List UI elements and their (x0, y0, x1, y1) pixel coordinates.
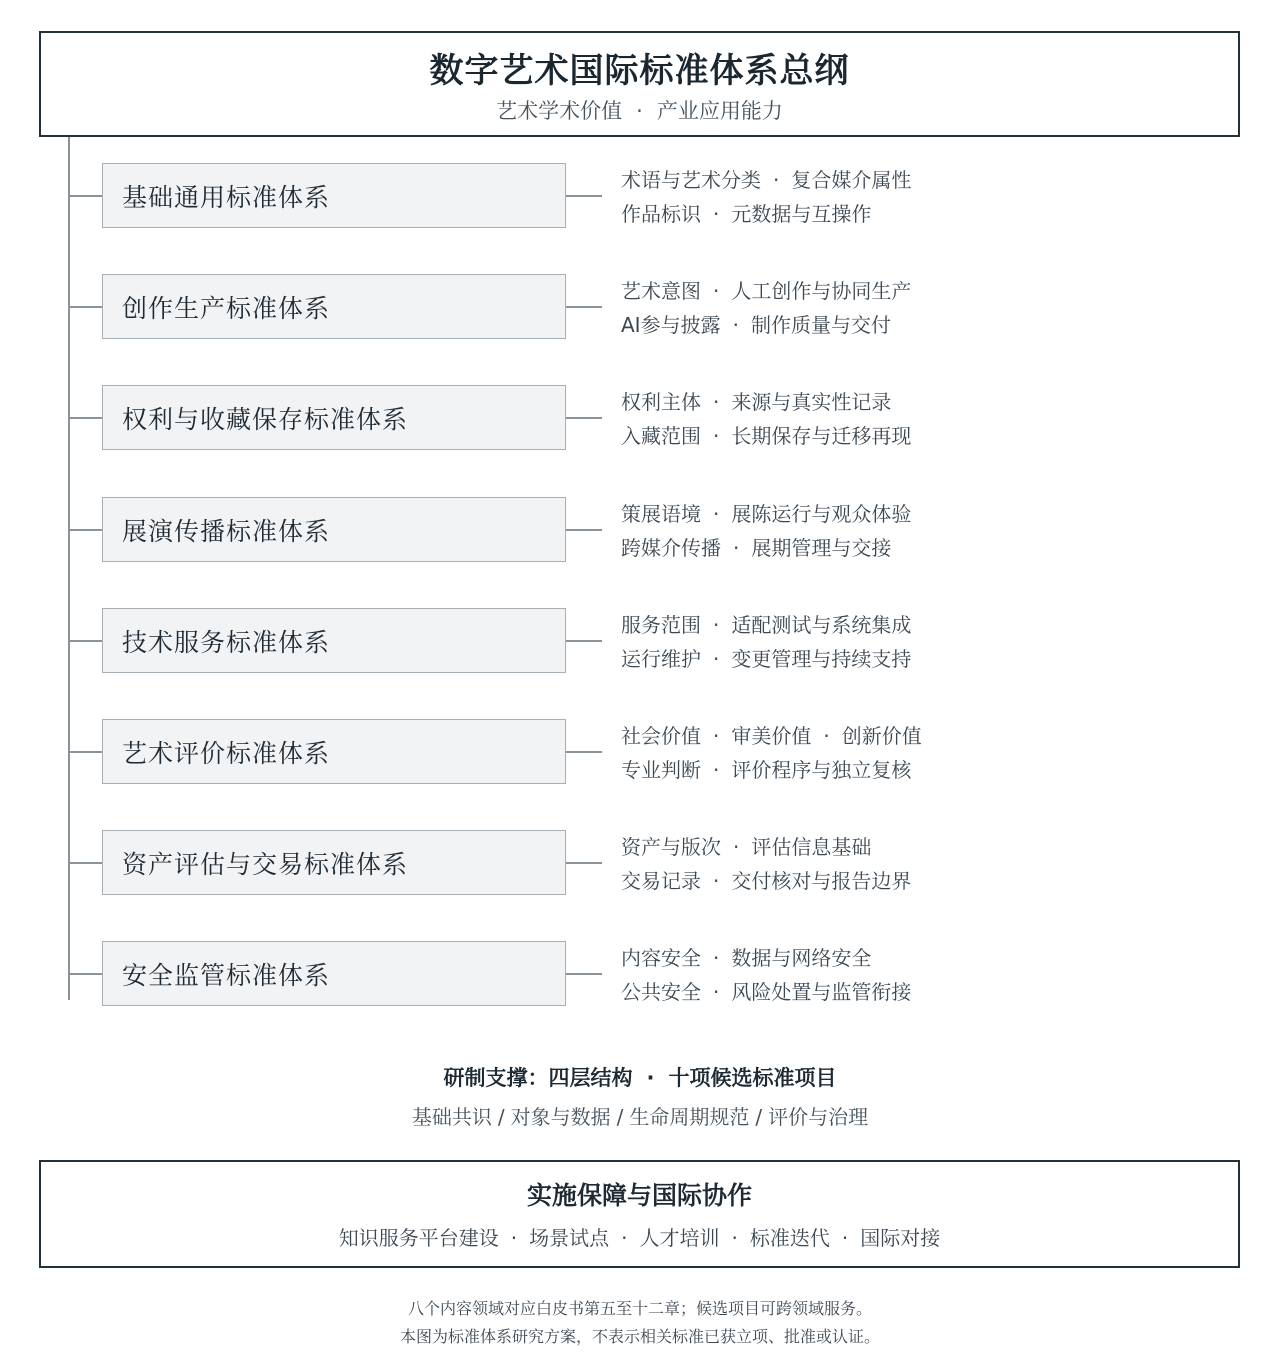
category-item: 数据与网络安全 (731, 946, 872, 970)
overview-header-box (39, 31, 1240, 137)
implementation-item: 国际对接 (860, 1226, 941, 1250)
category-item: 元数据与互操作 (731, 202, 872, 226)
category-item: 来源与真实性记录 (731, 390, 892, 414)
implementation-item: 知识服务平台建设 (338, 1226, 499, 1250)
category-box (102, 163, 566, 228)
category-item: 入藏范围 (621, 424, 701, 448)
category-item-line (621, 497, 911, 531)
support-layer: 基础共识 (411, 1105, 492, 1129)
category-items (621, 163, 911, 231)
category-item: 跨媒介传播 (621, 536, 721, 560)
category-label: 基础通用标准体系 (122, 182, 331, 212)
category-box (102, 941, 566, 1006)
category-label: 安全监管标准体系 (122, 960, 331, 990)
category-items (621, 385, 911, 453)
category-item: 交易记录 (621, 869, 701, 893)
category-connector (566, 862, 602, 864)
category-connector (566, 973, 602, 975)
spine-branch (69, 306, 102, 308)
implementation-separator: · (731, 1226, 738, 1250)
category-label: 资产评估与交易标准体系 (122, 849, 409, 879)
footnote-line-2: 本图为标准体系研究方案，不表示相关标准已获立项、批准或认证。 (399, 1327, 880, 1346)
category-item-line (621, 864, 911, 898)
category-items (621, 941, 911, 1009)
category-item: 服务范围 (621, 613, 701, 637)
category-label: 展演传播标准体系 (122, 516, 331, 546)
category-box (102, 608, 566, 673)
category-item-line (621, 608, 911, 642)
implementation-item: 场景试点 (529, 1226, 610, 1250)
category-connector (566, 529, 602, 531)
item-separator: · (713, 724, 720, 748)
layer-separator: / (616, 1105, 624, 1129)
category-item: 交付核对与报告边界 (731, 869, 912, 893)
support-layer: 评价与治理 (768, 1105, 869, 1129)
support-ten-projects: 十项候选标准项目 (668, 1066, 837, 1090)
category-item-line (621, 385, 911, 419)
item-separator: · (713, 980, 720, 1004)
category-item: 复合媒介属性 (791, 168, 912, 192)
category-item: 评估信息基础 (751, 835, 872, 859)
category-items (621, 719, 922, 787)
category-item: 权利主体 (621, 390, 701, 414)
category-item: 专业判断 (621, 758, 701, 782)
item-separator: · (713, 202, 720, 226)
support-layers (0, 1101, 1280, 1130)
category-label: 创作生产标准体系 (122, 293, 331, 323)
category-item: 展期管理与交接 (751, 536, 892, 560)
category-item: 社会价值 (621, 724, 701, 748)
implementation-items (41, 1222, 1238, 1251)
item-separator: · (713, 869, 720, 893)
item-separator: · (713, 390, 720, 414)
category-item-line (621, 419, 911, 453)
category-label: 艺术评价标准体系 (122, 738, 331, 768)
category-item-line (621, 941, 911, 975)
category-items (621, 274, 911, 342)
item-separator: · (713, 758, 720, 782)
implementation-item: 人才培训 (639, 1226, 720, 1250)
category-item: 资产与版次 (621, 835, 721, 859)
diagram-title: 数字艺术国际标准体系总纲 (429, 51, 850, 91)
category-item: 创新价值 (841, 724, 922, 748)
category-box (102, 830, 566, 895)
category-item-line (621, 531, 911, 565)
item-separator: · (732, 313, 739, 337)
category-item-line (621, 753, 922, 787)
category-box (102, 497, 566, 562)
category-item: 展陈运行与观众体验 (731, 502, 912, 526)
support-four-layer: 四层结构 (548, 1066, 633, 1090)
spine-branch (69, 529, 102, 531)
category-item: 公共安全 (621, 980, 701, 1004)
layer-separator: / (755, 1105, 763, 1129)
category-label: 权利与收藏保存标准体系 (122, 404, 409, 434)
category-box (102, 385, 566, 450)
category-item: AI参与披露 (621, 313, 721, 337)
support-layer: 对象与数据 (510, 1105, 611, 1129)
category-connector (566, 306, 602, 308)
spine-branch (69, 417, 102, 419)
implementation-box (39, 1160, 1240, 1268)
category-item-line (621, 719, 922, 753)
support-separator: · (646, 1066, 655, 1090)
category-item: 运行维护 (621, 647, 701, 671)
item-separator: · (733, 536, 740, 560)
support-layer: 生命周期规范 (629, 1105, 750, 1129)
category-item: 内容安全 (621, 946, 701, 970)
item-separator: · (713, 502, 720, 526)
item-separator: · (713, 613, 720, 637)
item-separator: · (713, 647, 720, 671)
item-separator: · (733, 835, 740, 859)
category-box (102, 274, 566, 339)
implementation-separator: · (510, 1226, 518, 1250)
implementation-separator: · (841, 1226, 849, 1250)
item-separator: · (713, 946, 720, 970)
category-connector (566, 417, 602, 419)
item-separator: · (773, 168, 780, 192)
subtitle-separator: · (636, 99, 643, 123)
tree-spine-line (68, 137, 70, 1000)
diagram-subtitle (41, 95, 1238, 125)
category-item: 评价程序与独立复核 (731, 758, 912, 782)
category-connector (566, 751, 602, 753)
category-item-line (621, 163, 911, 197)
spine-branch (69, 973, 102, 975)
item-separator: · (713, 279, 720, 303)
category-items (621, 608, 911, 676)
category-label: 技术服务标准体系 (122, 627, 331, 657)
category-box (102, 719, 566, 784)
spine-branch (69, 640, 102, 642)
item-separator: · (823, 724, 830, 748)
category-connector (566, 195, 602, 197)
category-item: 人工创作与协同生产 (731, 279, 912, 303)
category-item: 制作质量与交付 (750, 313, 891, 337)
category-item-line (621, 642, 911, 676)
support-prefix: 研制支撑： (443, 1066, 549, 1090)
category-items (621, 830, 911, 898)
category-item: 适配测试与系统集成 (731, 613, 912, 637)
support-title (0, 1062, 1280, 1092)
layer-separator: / (497, 1105, 505, 1129)
category-item: 审美价值 (731, 724, 812, 748)
implementation-separator: · (621, 1226, 628, 1250)
category-item-line (621, 308, 911, 342)
category-item: 作品标识 (621, 202, 701, 226)
category-item: 变更管理与持续支持 (731, 647, 912, 671)
category-item-line (621, 197, 911, 231)
category-item: 艺术意图 (621, 279, 701, 303)
spine-branch (69, 751, 102, 753)
category-item: 术语与艺术分类 (621, 168, 761, 192)
subtitle-academic-value: 艺术学术价值 (496, 99, 623, 123)
spine-branch (69, 862, 102, 864)
category-item: 长期保存与迁移再现 (731, 424, 912, 448)
category-connector (566, 640, 602, 642)
category-item: 风险处置与监管衔接 (731, 980, 912, 1004)
category-item: 策展语境 (621, 502, 701, 526)
subtitle-industry-capability: 产业应用能力 (656, 99, 783, 123)
category-item-line (621, 975, 911, 1009)
footnote-line-1: 八个内容领域对应白皮书第五至十二章；候选项目可跨领域服务。 (407, 1299, 872, 1318)
category-item-line (621, 274, 911, 308)
category-item-line (621, 830, 911, 864)
spine-branch (69, 195, 102, 197)
implementation-item: 标准迭代 (749, 1226, 830, 1250)
item-separator: · (713, 424, 720, 448)
category-items (621, 497, 911, 565)
implementation-title: 实施保障与国际协作 (526, 1181, 752, 1210)
